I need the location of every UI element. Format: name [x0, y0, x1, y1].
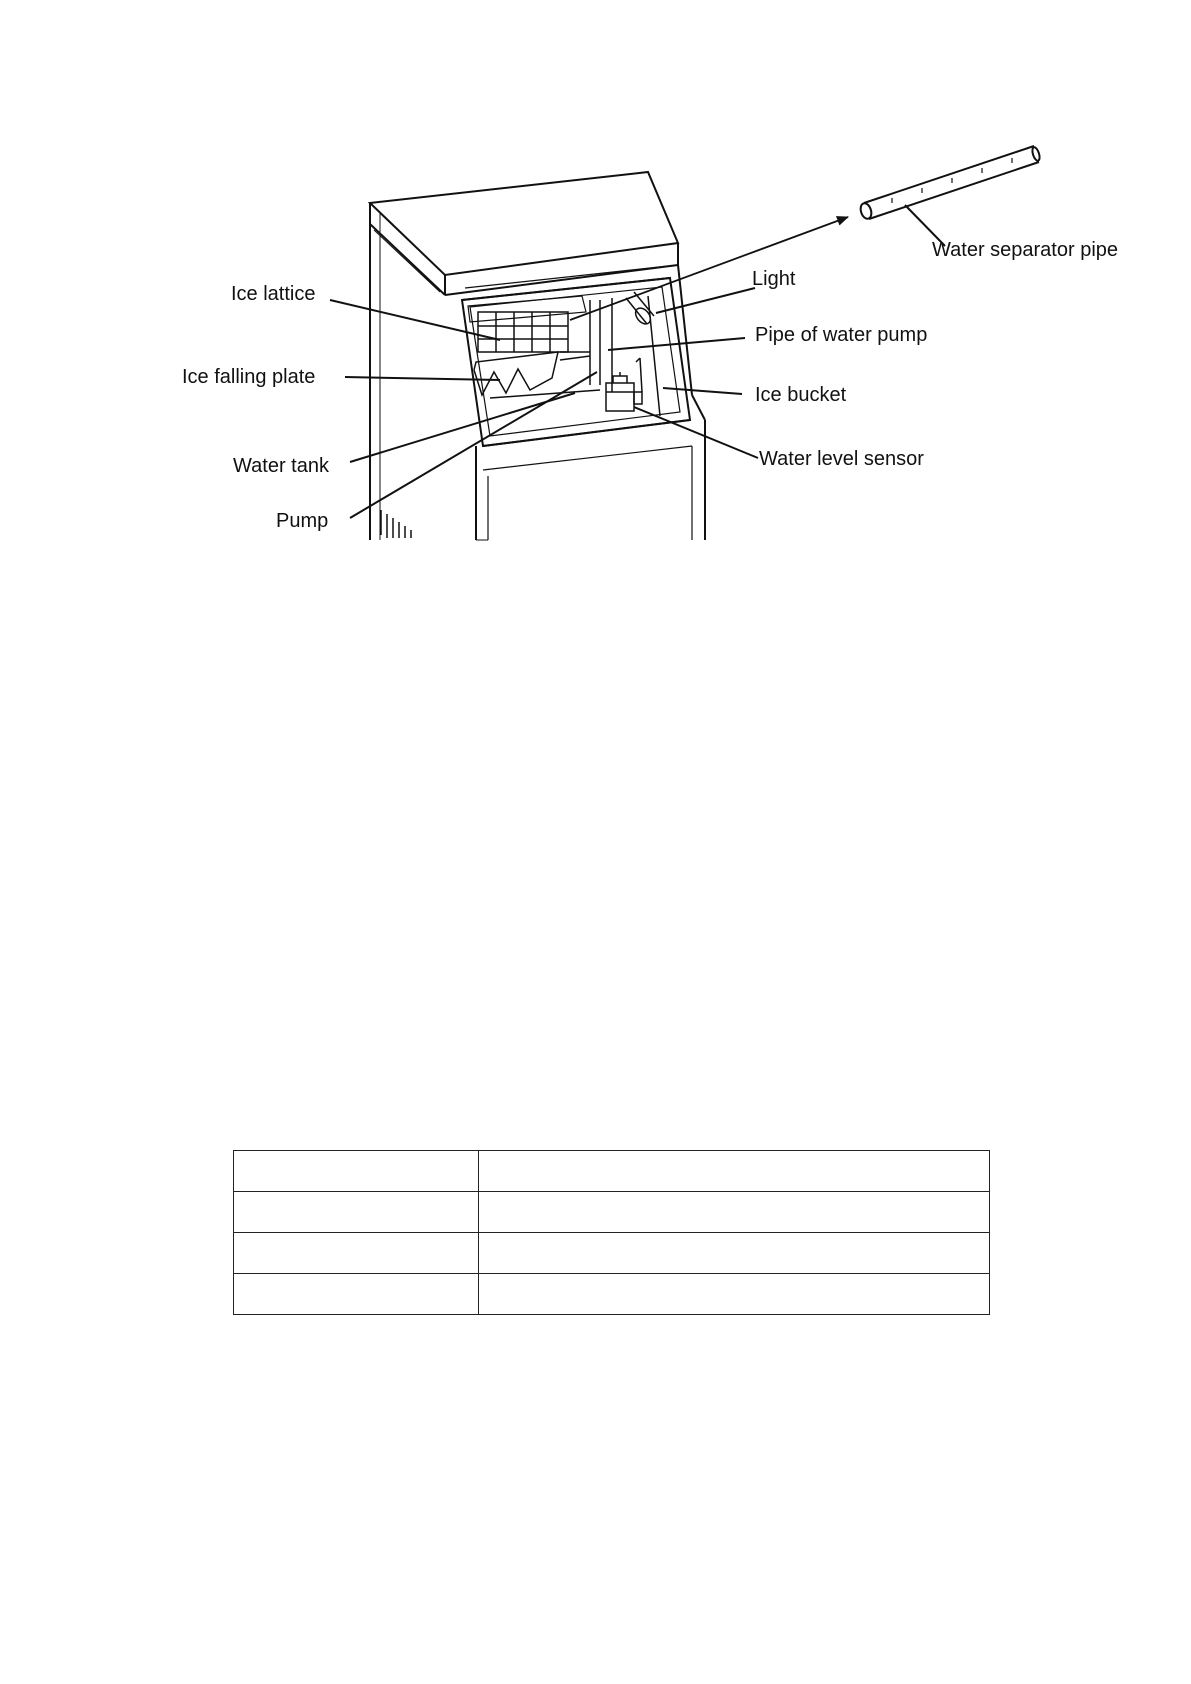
leader-pipe-of-water-pump — [608, 338, 745, 350]
leader-light — [656, 288, 755, 313]
leader-ice-bucket — [663, 388, 742, 394]
leader-pump — [350, 372, 597, 518]
table-row — [234, 1233, 990, 1274]
label-ice-lattice: Ice lattice — [231, 283, 316, 305]
label-water-level-sensor: Water level sensor — [759, 448, 924, 470]
table-row — [234, 1151, 990, 1192]
label-ice-bucket: Ice bucket — [755, 384, 847, 406]
blank-table — [233, 1150, 990, 1315]
label-pump: Pump — [276, 510, 329, 532]
water-separator-pipe — [859, 146, 1041, 220]
table-cell — [234, 1192, 479, 1233]
table-cell — [479, 1151, 990, 1192]
table-cell — [234, 1151, 479, 1192]
ice-maker-diagram — [0, 0, 1191, 560]
label-pipe-of-water-pump: Pipe of water pump — [755, 324, 928, 346]
table-cell — [479, 1233, 990, 1274]
table-cell — [479, 1192, 990, 1233]
table-cell — [234, 1233, 479, 1274]
table-row — [234, 1192, 990, 1233]
table-row — [234, 1274, 990, 1315]
label-water-tank: Water tank — [233, 455, 329, 477]
label-water-separator-pipe: Water separator pipe — [932, 239, 1119, 261]
table-cell — [479, 1274, 990, 1315]
label-ice-falling-plate: Ice falling plate — [182, 366, 316, 388]
label-light: Light — [752, 268, 796, 290]
table-cell — [234, 1274, 479, 1315]
